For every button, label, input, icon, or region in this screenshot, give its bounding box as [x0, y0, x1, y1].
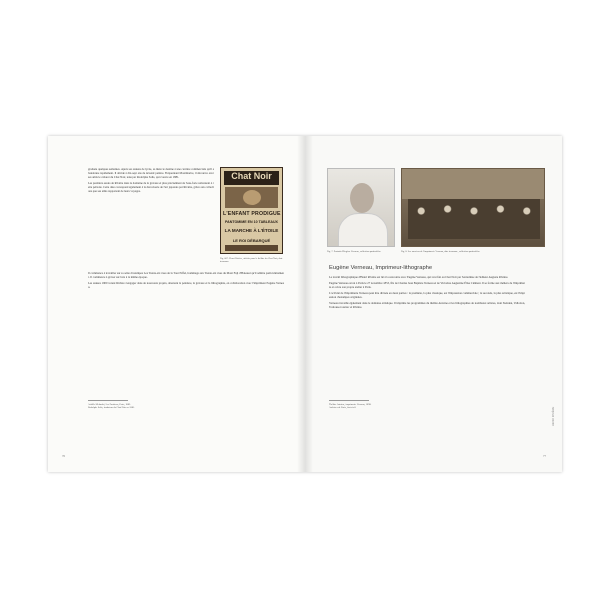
- group-caption: Fig. 8. Les ouvriers de l'imprimerie Verneau, date inconnue, collection particulière: [401, 250, 480, 253]
- left-paragraph: Les années 1900 voient Rivière s'engager dans de nouveaux projets, alternant la peinture, la gravure et la lithographie, en collaboration avec l'imprimeur Eugène Verneau.: [88, 281, 284, 289]
- left-paragraph: Il commence à travailler sur sa série d'estampes Les Trente-six vues de la Tour Eiffel, hommage aux Trente-six vues du Mont Fuji d'Hokusai qu'il admire particulièrement. Il commence à graver sur bois à la même époque.: [88, 271, 284, 279]
- right-page: [305, 136, 562, 472]
- section-heading: Eugène Verneau, Imprimeur-lithographe: [329, 265, 433, 271]
- left-page: [48, 136, 305, 472]
- footnote: Achille Melandri, Les Parisiens, Paris, 1883.: [88, 403, 131, 406]
- left-body-column-1: [88, 167, 214, 195]
- footnote-rule: [329, 400, 369, 401]
- left-paragraph: Les premiers essais de Rivière dans le domaine de la gravure et plus précisément de l'eau-forte remontent à cette période. Cette date correspond également à la découverte de l'art japonais par Rivière, grâce aux collections que ses amis rapportent de leurs voyages.: [88, 181, 214, 193]
- right-footnotes: [329, 403, 525, 409]
- poster-title: L'ENFANT PRODIGUE: [223, 211, 281, 217]
- left-body-full: [88, 271, 284, 291]
- workshop-crowd: [408, 199, 540, 239]
- portrait-photo: [327, 168, 395, 247]
- right-paragraph: Eugène Verneau est né à Paris le 27 novembre 1853, fils de Charles Jean Baptiste Verneau et de Victorine Augustine Élise Clément. Il se forme aux métiers de l'imprimerie et ouvre son propre atelier à Paris.: [329, 281, 525, 289]
- running-head: HENRI RIVIÈRE: [552, 406, 555, 426]
- left-paragraph: graduée quelques semaines. Après ses années de lycée, sa mère le destine à une carrière commerciale qu'il abandonne rapidement. Il décide à dix-sept ans de devenir peintre. Fréquentant Montmartre, il découvre avec ses amis le cabaret du Chat Noir, tenu par Rodolphe Salis, qui s'ouvre en 1881.: [88, 167, 214, 179]
- poster-footer-band: [225, 245, 278, 251]
- workshop-building: [402, 169, 545, 199]
- right-paragraph: Le travail lithographique d'Henri Rivière est lié à la rencontre avec Eugène Verneau, qui s'est fait au Chat Noir par l'entremise de l'éditeur Auguste Rivière.: [329, 275, 509, 279]
- poster-line: LE ROI DÉBARQUÉ: [232, 238, 271, 243]
- chat-noir-poster: [220, 167, 283, 254]
- workshop-group-photo: [401, 168, 545, 247]
- footnote: Archives de Paris, état civil.: [329, 406, 356, 410]
- page-number: 77: [543, 454, 546, 458]
- poster-caption: Fig. 007. Henri Rivière, affiche pour le théâtre du Chat Noir, date inconnue: [220, 257, 283, 264]
- right-body: [329, 275, 525, 311]
- page-number: 76: [62, 454, 65, 458]
- portrait-body: [338, 213, 388, 247]
- portrait-caption: Fig. 7. Portrait d'Eugène Verneau, collection particulière: [327, 250, 381, 253]
- footnote: Théâtre Antoine, imprimerie Verneau, 1898.: [329, 403, 372, 406]
- right-paragraph: L'activité de l'imprimerie Verneau peut être divisée en deux parties : la première, la plus classique, est l'impression commerciale ; la seconde, la plus artistique, est l'impression d'estampes originales.: [329, 291, 525, 299]
- right-paragraph: Verneau travaille également dans le domaine artistique. Il imprime les programmes du théâtre Antoine et les lithographies de nombreux artistes, dont Steinlen, Vallotton, Toulouse-Lautrec et Rivière.: [329, 301, 525, 309]
- book-spread: [48, 136, 562, 472]
- left-footnotes: [88, 403, 284, 409]
- footnote-rule: [88, 400, 128, 401]
- book-gutter-shadow: [297, 136, 313, 472]
- poster-line: LA MARCHE À L'ÉTOILE: [224, 228, 279, 233]
- portrait-head: [350, 183, 374, 213]
- poster-brand: Chat Noir: [231, 171, 272, 181]
- footnote: Rodolphe Salis, fondateur du Chat Noir en 1881.: [88, 406, 135, 410]
- poster-illustration: [225, 187, 278, 208]
- poster-subtitle: PANTOMIME EN 10 TABLEAUX: [225, 220, 278, 224]
